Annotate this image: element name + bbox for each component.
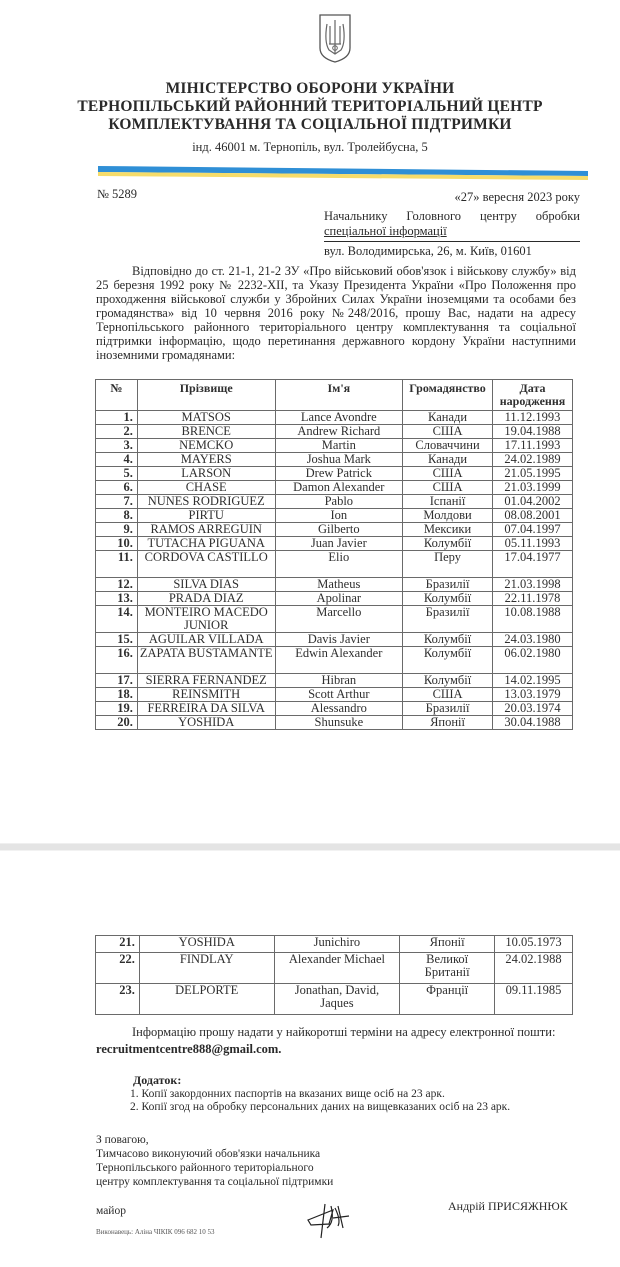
cell-birth-date: 22.11.1978	[493, 592, 573, 606]
cell-surname: SIERRA FERNANDEZ	[137, 674, 275, 688]
cell-name: Davis Javier	[275, 633, 403, 647]
table-row	[96, 633, 573, 647]
cell-number: 1.	[96, 411, 138, 425]
cell-birth-date: 01.04.2002	[493, 495, 573, 509]
executor-contact: Виконавець: Аліна ЧІКІК 096 682 10 53	[96, 1228, 215, 1236]
cell-number: 5.	[96, 467, 138, 481]
cell-citizenship: Великої Британії	[400, 953, 495, 984]
annex-item: 1. Копії закордонних паспортів на вказаних вище осіб на 23 арк.	[130, 1088, 445, 1100]
cell-birth-date: 06.02.1980	[493, 647, 573, 674]
table-row	[96, 467, 573, 481]
cell-name: Scott Arthur	[275, 688, 403, 702]
table-row	[96, 674, 573, 688]
cell-name: Alexander Michael	[274, 953, 400, 984]
cell-citizenship: Колумбії	[403, 633, 493, 647]
cell-citizenship: Бразилії	[403, 606, 493, 633]
table-header-row	[96, 380, 573, 411]
table-row	[96, 578, 573, 592]
cell-surname: YOSHIDA	[137, 716, 275, 730]
cell-birth-date: 13.03.1979	[493, 688, 573, 702]
cell-surname: LARSON	[137, 467, 275, 481]
cell-number: 20.	[96, 716, 138, 730]
cell-birth-date: 21.03.1999	[493, 481, 573, 495]
cell-number: 13.	[96, 592, 138, 606]
page-separator	[0, 843, 620, 851]
signature-block	[96, 1133, 333, 1189]
header-citizenship: Громадянство	[403, 380, 493, 411]
cell-citizenship: Бразилії	[403, 702, 493, 716]
table-row	[96, 953, 573, 984]
cell-citizenship: Колумбії	[403, 674, 493, 688]
email-address: recruitmentcentre888@gmail.com.	[96, 1042, 282, 1056]
cell-name: Matheus	[275, 578, 403, 592]
cell-surname: CHASE	[137, 481, 275, 495]
header-surname: Прізвище	[137, 380, 275, 411]
cell-surname: PIRTU	[137, 509, 275, 523]
cell-citizenship: Молдови	[403, 509, 493, 523]
cell-name: Martin	[275, 439, 403, 453]
annex-title: Додаток:	[133, 1073, 182, 1087]
cell-surname: YOSHIDA	[139, 936, 274, 953]
cell-birth-date: 17.11.1993	[493, 439, 573, 453]
persons-table-continued	[95, 935, 573, 1015]
cell-number: 17.	[96, 674, 138, 688]
signer-name: Андрій ПРИСЯЖНЮК	[448, 1199, 568, 1213]
cell-birth-date: 07.04.1997	[493, 523, 573, 537]
cell-name: Elio	[275, 551, 403, 578]
coat-of-arms-icon	[317, 12, 353, 64]
cell-number: 15.	[96, 633, 138, 647]
cell-birth-date: 24.03.1980	[493, 633, 573, 647]
cell-citizenship: Японії	[400, 936, 495, 953]
persons-table	[95, 379, 573, 730]
table-row	[96, 523, 573, 537]
document-date: «27» вересня 2023 року	[454, 190, 580, 204]
cell-name: Pablo	[275, 495, 403, 509]
cell-surname: ZAPATA BUSTAMANTE	[137, 647, 275, 674]
cell-number: 8.	[96, 509, 138, 523]
cell-birth-date: 19.04.1988	[493, 425, 573, 439]
cell-birth-date: 05.11.1993	[493, 537, 573, 551]
cell-number: 19.	[96, 702, 138, 716]
document-number: № 5289	[97, 187, 138, 201]
cell-name: Ion	[275, 509, 403, 523]
request-paragraph: Відповідно до ст. 21-1, 21-2 ЗУ «Про військовий обов'язок і військову службу» від 25 березня 1992 року № 2232-XII, та Указу Президента України «Про Положення про проходження військової служби у Збройних Силах України іноземцями та особами без громадянства» від 10 червня 2016 року №248/2016, прошу Вас, надати на адресу Тернопільського районного територіального центру комплектування та соціальної підтримки інформацію, щодо перетинання державного кордону України наступними іноземними громадянами:	[96, 264, 576, 362]
cell-surname: BRENCE	[137, 425, 275, 439]
cell-number: 11.	[96, 551, 138, 578]
cell-number: 10.	[96, 537, 138, 551]
cell-surname: MAYERS	[137, 453, 275, 467]
cell-number: 12.	[96, 578, 138, 592]
cell-surname: PRADA DIAZ	[137, 592, 275, 606]
cell-birth-date: 10.05.1973	[495, 936, 573, 953]
cell-name: Hibran	[275, 674, 403, 688]
recipient-line1: Начальнику Головного центру обробки	[324, 209, 580, 223]
table-row	[96, 425, 573, 439]
cell-birth-date: 20.03.1974	[493, 702, 573, 716]
cell-citizenship: Колумбії	[403, 537, 493, 551]
cell-birth-date: 10.08.1988	[493, 606, 573, 633]
table-row	[96, 537, 573, 551]
cell-surname: TUTACHA PIGUANA	[137, 537, 275, 551]
cell-name: Drew Patrick	[275, 467, 403, 481]
ministry-title: МІНІСТЕРСТВО ОБОРОНИ УКРАЇНИ	[165, 80, 455, 97]
recipient-block	[324, 209, 580, 259]
cell-number: 16.	[96, 647, 138, 674]
recipient-line2: спеціальної інформації	[324, 224, 580, 242]
cell-number: 18.	[96, 688, 138, 702]
cell-number: 4.	[96, 453, 138, 467]
cell-citizenship: Перу	[403, 551, 493, 578]
cell-surname: NEMCKO	[137, 439, 275, 453]
cell-birth-date: 08.08.2001	[493, 509, 573, 523]
recipient-address: вул. Володимирська, 26, м. Київ, 01601	[324, 244, 532, 258]
cell-citizenship: США	[403, 481, 493, 495]
cell-name: Alessandro	[275, 702, 403, 716]
cell-birth-date: 24.02.1988	[495, 953, 573, 984]
cell-surname: MONTEIRO MACEDO JUNIOR	[137, 606, 275, 633]
cell-name: Edwin Alexander	[275, 647, 403, 674]
cell-citizenship: Канади	[403, 411, 493, 425]
cell-number: 14.	[96, 606, 138, 633]
table-row	[96, 453, 573, 467]
cell-number: 7.	[96, 495, 138, 509]
rank-text: майор	[96, 1205, 126, 1217]
table-row	[96, 984, 573, 1015]
table-row	[96, 716, 573, 730]
cell-name: Juan Javier	[275, 537, 403, 551]
table-row	[96, 702, 573, 716]
table-row	[96, 551, 573, 578]
table-row	[96, 481, 573, 495]
cell-surname: AGUILAR VILLADA	[137, 633, 275, 647]
cell-citizenship: США	[403, 467, 493, 481]
table-row	[96, 495, 573, 509]
position-line3: центру комплектування та соціальної підтримки	[96, 1176, 334, 1188]
cell-citizenship: Канади	[403, 453, 493, 467]
cell-name: Junichiro	[274, 936, 400, 953]
annex-item: 2. Копії згод на обробку персональних даних на вищевказаних осіб на 23 арк.	[130, 1101, 511, 1113]
table-row	[96, 509, 573, 523]
table-row	[96, 411, 573, 425]
header-birth-date: Дата народження	[493, 380, 573, 411]
cell-surname: SILVA DIAS	[137, 578, 275, 592]
table-row	[96, 439, 573, 453]
cell-name: Damon Alexander	[275, 481, 403, 495]
cell-surname: CORDOVA CASTILLO	[137, 551, 275, 578]
cell-birth-date: 09.11.1985	[495, 984, 573, 1015]
organization-title-line2: КОМПЛЕКТУВАННЯ ТА СОЦІАЛЬНОЇ ПІДТРИМКИ	[108, 116, 512, 133]
cell-birth-date: 30.04.1988	[493, 716, 573, 730]
table-row	[96, 936, 573, 953]
cell-birth-date: 11.12.1993	[493, 411, 573, 425]
cell-surname: FINDLAY	[139, 953, 274, 984]
cell-surname: NUNES RODRIGUEZ	[137, 495, 275, 509]
cell-citizenship: Словаччини	[403, 439, 493, 453]
cell-citizenship: Мексики	[403, 523, 493, 537]
cell-number: 23.	[96, 984, 140, 1015]
cell-birth-date: 21.03.1998	[493, 578, 573, 592]
cell-birth-date: 24.02.1989	[493, 453, 573, 467]
organization-title-line1: ТЕРНОПІЛЬСЬКИЙ РАЙОННИЙ ТЕРИТОРІАЛЬНИЙ ЦЕНТР	[77, 98, 543, 115]
cell-citizenship: Колумбії	[403, 647, 493, 674]
cell-birth-date: 21.05.1995	[493, 467, 573, 481]
cell-surname: FERREIRA DA SILVA	[137, 702, 275, 716]
cell-name: Joshua Mark	[275, 453, 403, 467]
cell-citizenship: Іспанії	[403, 495, 493, 509]
cell-citizenship: Колумбії	[403, 592, 493, 606]
cell-number: 21.	[96, 936, 140, 953]
cell-birth-date: 17.04.1977	[493, 551, 573, 578]
table-row	[96, 592, 573, 606]
position-line2: Тернопільського районного територіального	[96, 1162, 314, 1174]
cell-number: 9.	[96, 523, 138, 537]
cell-number: 2.	[96, 425, 138, 439]
cell-number: 6.	[96, 481, 138, 495]
cell-citizenship: США	[403, 425, 493, 439]
cell-name: Apolinar	[275, 592, 403, 606]
cell-name: Lance Avondre	[275, 411, 403, 425]
table-row	[96, 647, 573, 674]
cell-name: Jonathan, David, Jaques	[274, 984, 400, 1015]
cell-name: Andrew Richard	[275, 425, 403, 439]
table-body-page2	[96, 936, 573, 1015]
cell-number: 3.	[96, 439, 138, 453]
cell-surname: REINSMITH	[137, 688, 275, 702]
cell-name: Gilberto	[275, 523, 403, 537]
flag-stripe	[98, 165, 588, 181]
table-row	[96, 688, 573, 702]
cell-surname: RAMOS ARREGUIN	[137, 523, 275, 537]
cell-number: 22.	[96, 953, 140, 984]
info-request-text: Інформацію прошу надати у найкоротші терміни на адресу електронної пошти:	[132, 1025, 556, 1039]
handwritten-signature-icon	[305, 1200, 355, 1240]
table-row	[96, 606, 573, 633]
cell-citizenship: США	[403, 688, 493, 702]
cell-surname: DELPORTE	[139, 984, 274, 1015]
header-name: Ім'я	[275, 380, 403, 411]
cell-name: Marcello	[275, 606, 403, 633]
cell-citizenship: Японії	[403, 716, 493, 730]
position-line1: Тимчасово виконуючий обов'язки начальника	[96, 1148, 321, 1160]
cell-birth-date: 14.02.1995	[493, 674, 573, 688]
table-body-page1	[96, 411, 573, 730]
cell-name: Shunsuke	[275, 716, 403, 730]
header-number: №	[96, 380, 138, 411]
cell-citizenship: Франції	[400, 984, 495, 1015]
regards-text: З повагою,	[96, 1134, 149, 1146]
organization-address: інд. 46001 м. Тернопіль, вул. Тролейбусна, 5	[192, 140, 428, 154]
cell-citizenship: Бразилії	[403, 578, 493, 592]
cell-surname: MATSOS	[137, 411, 275, 425]
